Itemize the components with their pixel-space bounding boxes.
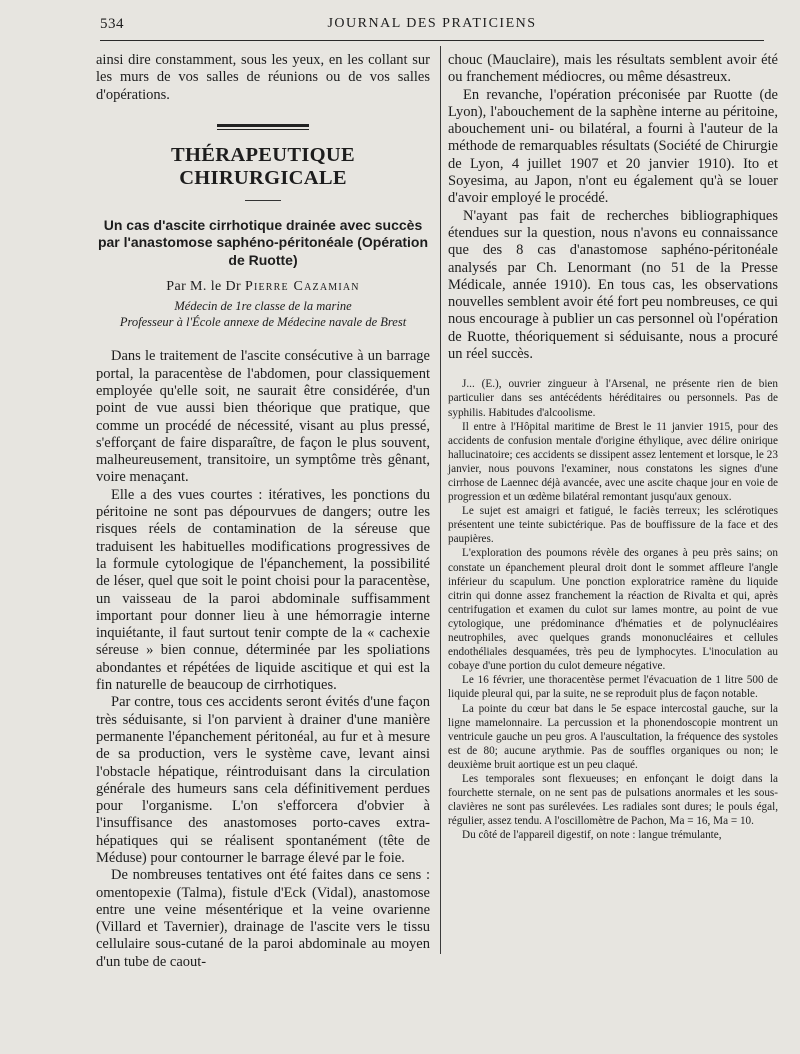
section-title: THÉRAPEUTIQUE CHIRURGICALE <box>171 143 355 189</box>
intro-paragraph: ainsi dire constamment, sous les yeux, en les collant sur les murs de vos salles de réunions ou de vos salles d'opérations. <box>96 52 430 103</box>
case-paragraph: J... (E.), ouvrier zingueur à l'Arsenal, ne présente rien de bien particulier dans ses antécédents héréditaires ou personnels. Pas de syphilis. Habitudes d'alcoolisme. <box>448 378 778 419</box>
body-paragraph: chouc (Mauclaire), mais les résultats semblent avoir été ou franchement médiocres, ou même désastreux. <box>448 52 778 86</box>
section-ornament <box>217 124 309 130</box>
case-report <box>448 377 778 842</box>
body-paragraph: Dans le traitement de l'ascite consécutive à un barrage portal, la paracentèse de l'abdomen, pour classiquement employée qu'elle soit, ne saurait être considérée, d'un point de vue aussi bien théorique que pratique, que comme un procédé de nécessité, visant au plus pressé, s'efforçant de faire disparaître, de façon le plus souvent, malheureusement, transitoire, un symptôme très gênant, voire menaçant. <box>96 348 430 486</box>
case-paragraph: Le 16 février, une thoracentèse permet l'évacuation de 1 litre 500 de liquide pleural qui, par la suite, ne se reproduit plus de façon notable. <box>448 674 778 701</box>
page-number: 534 <box>100 16 124 32</box>
body-paragraph: En revanche, l'opération préconisée par Ruotte (de Lyon), l'abouchement de la saphène interne au péritoine, abouchement uni- ou bilatéral, a fourni à l'auteur de la méthode de remarquables résultats (Société de Chirurgie de Lyon, 4 juillet 1907 et 20 janvier 1910). Ito et Soyesima, au Japon, n'ont eu également qu'à se louer d'avoir employé le procédé. <box>448 86 778 207</box>
article-title: Un cas d'ascite cirrhotique drainée avec succès par l'anastomose saphéno-péritonéale (Opération de Ruotte) <box>97 216 429 268</box>
case-paragraph: Le sujet est amaigri et fatigué, le faciès terreux; les sclérotiques présentent une teinte subictérique. Pas de bouffissure de la face et des paupières. <box>448 505 778 546</box>
byline <box>96 279 430 295</box>
case-paragraph: Il entre à l'Hôpital maritime de Brest le 11 janvier 1915, pour des accidents de confusion mentale d'origine éthylique, avec délire onirique hallucinatoire; ces accidents se dissipent assez lentement et lorsque, le 23 janvier, nous pouvons l'examiner, nous constatons les signes d'une cirrhose de Laennec déjà avancée, avec une ascite chaque jour en voie de progression et un œdème bilatéral remontant jusqu'aux genoux. <box>448 420 778 504</box>
journal-title: JOURNAL DES PRATICIENS <box>327 16 537 31</box>
body-paragraph: N'ayant pas fait de recherches bibliographiques étendues sur la question, nous n'avons eu connaissance que des 8 cas d'anastomose saphéno-péritonéale analysés par Ch. Lenormant (no 51 de la Presse Médicale, année 1910). En tous cas, les observations nouvelles semblent avoir été fort peu nombreuses, ce qui nous encourage à publier un cas personnel où l'opération de Ruotte, théoriquement si séduisante, nous a procuré un réel succès. <box>448 207 778 363</box>
case-paragraph: La pointe du cœur bat dans le 5e espace intercostal gauche, sur la ligne mamelonnaire. La percussion et la phonendoscopie montrent un ventricule gauche un peu gros. A l'auscultation, la fréquence des systoles est de 80; aucune arythmie. Pas de souffles organiques ou non; le deuxième bruit aortique est un peu claqué. <box>448 702 778 771</box>
case-paragraph: L'exploration des poumons révèle des organes à peu près sains; on constate un épanchement pleural droit dont le sommet affleure l'angle inférieur du scapulum. Une ponction exploratrice ramène du liquide citrin qui donne assez franchement la réaction de Rivalta et qui, après centrifugation et examen du culot sur lames montre, au point de vue cytologique, une prédominance d'hématies et de polynucléaires neutrophiles, avec quelques grands mononucléaires et cellules endothéliales desquamées, très peu de lymphocytes. L'inoculation au cobaye d'une portion du culot demeure négative. <box>448 547 778 673</box>
body-paragraph: Par contre, tous ces accidents seront évités d'une façon très séduisante, si l'on parvient à drainer d'une manière permanente l'épanchement péritonéal, au fur et à mesure de sa production, vers le système cave, levant ainsi l'obstacle hépatique, réintroduisant dans la circulation générale des humeurs sans cela définitivement perdues pour l'organisme. L'on s'efforcera d'obvier à l'insuffisance des anastomoses porto-caves extra-hépatiques qui se réalisent spontanément (tête de Méduse) pour contourner le barrage élevé par le foie. <box>96 694 430 866</box>
header-rule <box>100 40 764 41</box>
running-head <box>100 16 764 36</box>
right-column <box>448 52 778 842</box>
affiliation-rank: Médecin de 1re classe de la marine <box>174 299 352 314</box>
body-paragraph: Elle a des vues courtes : itératives, les ponctions du péritoine ne sont pas dépourvues de dangers; outre les risques réels de contamination de la séreuse que traduisent les habituelles modifications progressives de la formule cytologique de l'épanchement, la possibilité de léser, quel que soit le point choisi pour la paracentèse, un vaisseau de la paroi abdominale suffisamment important pour donner lieu à une hémorragie interne inquiétante, il faut surtout tenir compte de la « cachexie séreuse » bien connue, déterminée par les spoliations abondantes et répétées de liquide ascitique et qui est la fin naturelle de beaucoup de cirrhotiques. <box>96 486 430 694</box>
byline-author: Pierre Cazamian <box>244 279 360 295</box>
case-paragraph: Les temporales sont flexueuses; en enfonçant le doigt dans la fourchette sternale, on ne sent pas de pulsations anormales et les sous-clavières ne sont pas surélevées. Les radiales sont dures; le pouls égal, régulier, assez tendu. A l'oscillomètre de Pachon, Ma = 16, Ma = 10. <box>448 772 778 828</box>
left-column <box>96 52 430 971</box>
section-rule <box>245 200 281 201</box>
byline-prefix: Par M. le Dr <box>166 279 242 295</box>
case-paragraph: Du côté de l'appareil digestif, on note : langue trémulante, <box>462 829 722 842</box>
body-paragraph: De nombreuses tentatives ont été faites dans ce sens : omentopexie (Talma), fistule d'Eck (Vidal), anastomose entre une veine mésentérique et la veine ovarienne (Villard et Tavernier), drainage de l'ascite vers le tissu cellulaire sous-cutané de la paroi abdominale au moyen d'un tube de caout- <box>96 867 430 970</box>
affiliation-school: Professeur à l'École annexe de Médecine navale de Brest <box>119 315 407 330</box>
column-divider <box>440 46 441 954</box>
